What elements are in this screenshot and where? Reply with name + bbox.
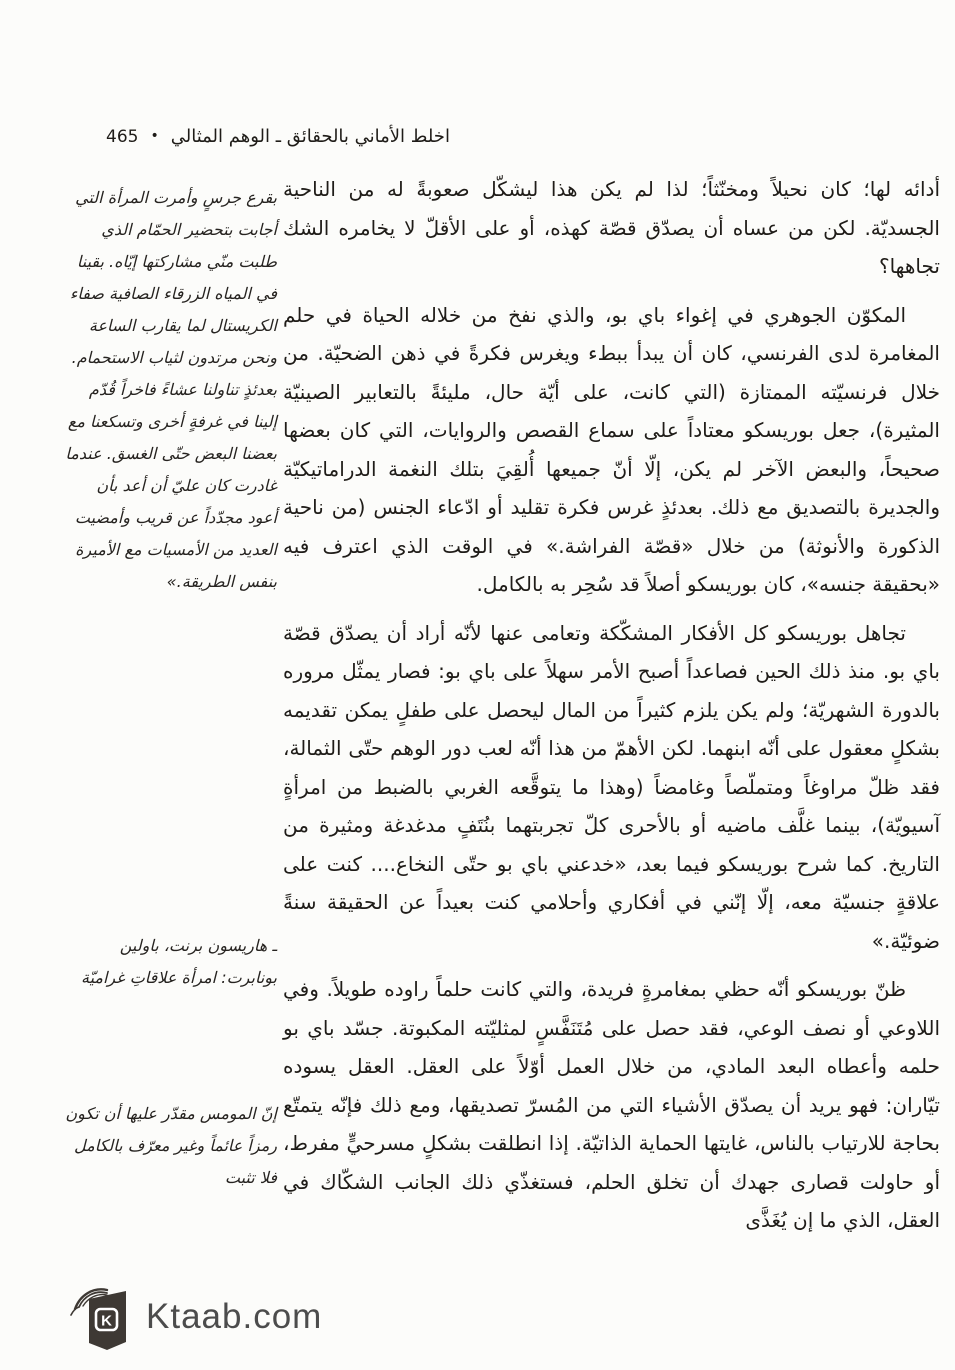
main-text-column <box>283 170 940 1250</box>
margin-quote-2: إنّ المومس مقدّر عليها أن تكون رمزاً عائماً وغير معرّف بالكامل فلا تثبت <box>65 1104 277 1187</box>
brand-name: Ktaab.com <box>146 1297 323 1336</box>
running-title: اخلط الأماني بالحقائق ـ الوهم المثالي <box>170 126 450 147</box>
margin-quote: بقرع جرسٍ وأمرت المرأة التي أجابت بتحضير الحمّام الذي طلبت منّي مشاركتها إيّاه. بقينا في المياه الزرقاء الصافية صفاء الكريستال لما يقارب الساعة ونحن مرتدون لثياب الاستحمام. بعدئذٍ تناولنا عشاءً فاخراً قُدّم إلينا في غرفةٍ أخرى وتسكعنا مع بعضنا البعض حتّى الغسق. عندما غادرت كان عليّ أن أعد بأن أعود مجدّداً عن قريب وأمضيت العديد من الأمسيات مع الأميرة بنفس الطريقة.» <box>65 188 277 591</box>
paragraph-1: أدائه لها؛ كان نحيلاً ومخنّثاً؛ لذا لم يكن هذا ليشكّل صعوبةً له من الناحية الجسديّة. لكن من عساه أن يصدّق قصّة كهذه، أو على الأقلّ لا يخامره الشك تجاهها؟ <box>283 177 940 278</box>
page-header <box>106 126 450 147</box>
paragraph-3: تجاهل بوريسكو كل الأفكار المشكّكة وتعامى عنها لأنّه أراد أن يصدّق قصّة باي بو. منذ ذلك الحين فصاعداً أصبح الأمر سهلاً على باي بو: فصار يمثّل مروره بالدورة الشهريّة؛ ولم يكن يلزم كثيراً من المال ليحصل على طفلٍ يمكن تقديمه بشكلٍ معقول على أنّه ابنهما. لكن الأهمّ من هذا أنّه لعب دور الوهم حتّى الثمالة، فقد ظلّ مراوغاً ومتملّصاً وغامضاً (وهذا ما يتوقَّعه الغربي بالضبط من امرأةٍ آسيويّة)، بينما غلَّف ماضيه أو بالأحرى كلّ تجربتهما بنُتَفٍ مدغدغة ومثيرة من التاريخ. كما شرح بوريسكو فيما بعد، «خدعني باي بو حتّى النخاع.... كنت على علاقةٍ جنسيّة معه، إلّا إنّني في أفكاري وأحلامي كنت بعيداً عن الحقيقة سنةً ضوئيّة.» <box>283 620 940 953</box>
separator-dot-icon: • <box>150 128 159 144</box>
page-number: 465 <box>106 127 139 147</box>
watermark-logo <box>70 1282 322 1352</box>
svg-text:K: K <box>101 1312 112 1330</box>
book-k-icon <box>70 1282 132 1352</box>
margin-quote-attribution: ـ هاريسون برنت، باولين بونابرت: امرأة علاقاتِ غراميّة <box>80 936 277 987</box>
paragraph-4: ظنّ بوريسكو أنّه حظي بمغامرةٍ فريدة، والتي كانت حلماً راوده طويلاً. وفي اللاوعي أو نصف الوعي، فقد حصل على مُتَنَفَّسٍ لمثليّته المكبوتة. جسّد باي بو حلمه وأعطاه البعد المادي، من خلال العمل أوّلاً على العقل. العقل يسوده تيّاران: فهو يريد أن يصدّق الأشياء التي من المُسرّ تصديقها، ومع ذلك فإنّه يتمتّع بحاجة للارتياب بالناس، غايتها الحماية الذاتيّة. إذا انطلقت بشكلٍ مسرحيٍّ مفرط، أو حاولت قصارى جهدك أن تخلق الحلم، فستغذّي ذلك الجانب الشكّاك في العقل، الذي ما إن يُغَذَّى <box>283 977 940 1232</box>
paragraph-2: المكوّن الجوهري في إغواء باي بو، والذي نفخ من خلاله الحياة في حلم المغامرة لدى الفرنسي، كان أن يبدأ ببطء ويغرس فكرةً في ذهن الضحيّة. من خلال فرنسيّته الممتازة (التي كانت، على أيّة حال، مليئةً بالتعابير الصينيّة المثيرة)، جعل بوريسكو معتاداً على سماع القصص والروايات، التي كان بعضها صحيحاً، والبعض الآخر لم يكن، إلّا أنّ جميعها أُلقِيَ بتلك النغمة الدراماتيكيّة والجديرة بالتصديق مع ذلك. بعدئذٍ غرس فكرة تقليد أو ادّعاء الجنس (من ناحية الذكورة والأنوثة) من خلال «قصّة الفراشة.» في الوقت الذي اعترف فيه «بحقيقة جنسه»، كان بوريسكو أصلاً قد سُحِر به بالكامل. <box>283 302 940 596</box>
